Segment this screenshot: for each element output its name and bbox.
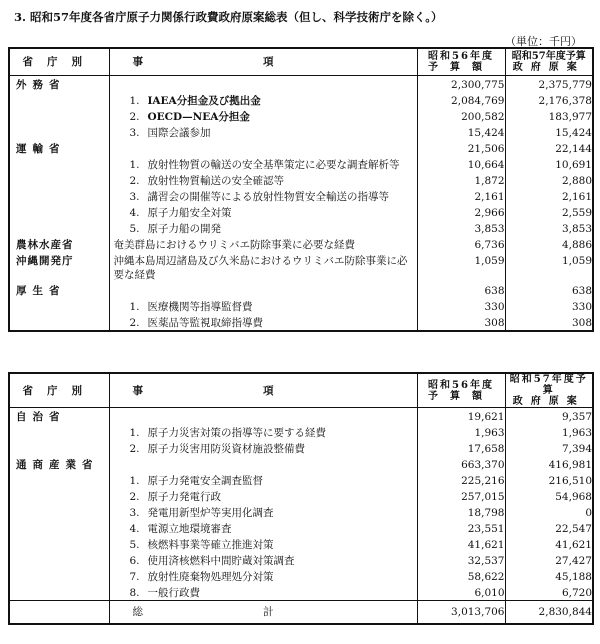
header-fy56-line2: 予算額 bbox=[428, 62, 494, 73]
fy56-amount: 41,621 bbox=[417, 536, 505, 552]
header-fy56-line1: 昭和56年度 bbox=[428, 51, 494, 62]
ministry-cell bbox=[9, 76, 109, 93]
item-number: 1. bbox=[129, 301, 140, 313]
item-number: 2. bbox=[129, 491, 140, 503]
ministry-row bbox=[9, 408, 593, 425]
fy57-amount: 2,559 bbox=[505, 204, 593, 220]
fy56-amount: 308 bbox=[417, 314, 505, 331]
fy57-amount: 1,059 bbox=[505, 252, 593, 282]
item-cell bbox=[109, 172, 417, 188]
ministry-cell bbox=[9, 520, 109, 536]
item-row bbox=[9, 584, 593, 601]
fy56-amount: 330 bbox=[417, 298, 505, 314]
item-row bbox=[9, 440, 593, 456]
item-number: 1. bbox=[129, 95, 140, 107]
document-title: 3. 昭和57年度各省庁原子力関係行政費政府原案総表（但し、科学技術庁を除く。） bbox=[14, 10, 443, 24]
item-text: 放射性廃棄物処理処分対策 bbox=[147, 571, 274, 583]
fy57-amount: 3,853 bbox=[505, 220, 593, 236]
item-text: 原子力船安全対策 bbox=[147, 207, 232, 219]
item-text: 原子力発電安全調査監督 bbox=[147, 475, 263, 487]
fy57-amount: 330 bbox=[505, 298, 593, 314]
item-text: 原子力災害対策の指導等に要する経費 bbox=[147, 427, 326, 439]
ministry-cell bbox=[9, 188, 109, 204]
fy56-amount: 19,621 bbox=[417, 408, 505, 425]
item-cell bbox=[109, 488, 417, 504]
item-text: 発電用新型炉等実用化調査 bbox=[147, 507, 274, 519]
fy56-amount: 2,161 bbox=[417, 188, 505, 204]
fy56-amount: 15,424 bbox=[417, 124, 505, 140]
fy56-amount: 200,582 bbox=[417, 108, 505, 124]
ministry-cell bbox=[9, 408, 109, 425]
item-row bbox=[9, 204, 593, 220]
fy56-amount: 638 bbox=[417, 282, 505, 298]
item-row bbox=[9, 298, 593, 314]
total-fy56: 3,013,706 bbox=[417, 601, 505, 625]
fy57-amount: 1,963 bbox=[505, 424, 593, 440]
fy56-amount: 17,658 bbox=[417, 440, 505, 456]
item-text: 医療機関等指導監督費 bbox=[147, 301, 253, 313]
item-row bbox=[9, 536, 593, 552]
ministry-name: 運輸省 bbox=[16, 143, 66, 155]
ministry-cell bbox=[9, 424, 109, 440]
fy57-amount: 41,621 bbox=[505, 536, 593, 552]
item-number: 7. bbox=[129, 571, 140, 583]
fy57-amount: 6,720 bbox=[505, 584, 593, 601]
item-row bbox=[9, 108, 593, 124]
header-fy57-line2: 政府原案 bbox=[512, 396, 585, 407]
header-fy56-line1: 昭和56年度 bbox=[428, 379, 494, 391]
item-cell bbox=[109, 472, 417, 488]
item-text: 使用済核燃料中間貯蔵対策調査 bbox=[147, 555, 295, 567]
fy57-amount: 45,188 bbox=[505, 568, 593, 584]
item-row bbox=[9, 124, 593, 140]
item-row bbox=[9, 314, 593, 331]
item-row bbox=[9, 552, 593, 568]
fy57-amount: 0 bbox=[505, 504, 593, 520]
total-row bbox=[9, 601, 593, 625]
item-text: IAEA分担金及び拠出金 bbox=[147, 95, 261, 107]
table-header-row bbox=[9, 373, 593, 408]
total-label: 総計 bbox=[109, 601, 417, 625]
item-number: 2. bbox=[129, 111, 140, 123]
item-number: 5. bbox=[129, 539, 140, 551]
item-cell bbox=[109, 314, 417, 331]
item-cell bbox=[109, 124, 417, 140]
ministry-cell bbox=[9, 440, 109, 456]
fy57-amount: 2,880 bbox=[505, 172, 593, 188]
item-text: 奄美群島におけるウリミバエ防除事業に必要な経費 bbox=[113, 239, 355, 251]
ministry-cell bbox=[9, 568, 109, 584]
header-ministry: 省庁別 bbox=[9, 48, 109, 76]
ministry-cell bbox=[9, 124, 109, 140]
ministry-cell bbox=[9, 488, 109, 504]
fy57-amount: 2,375,779 bbox=[505, 76, 593, 93]
item-cell bbox=[109, 552, 417, 568]
fy57-amount: 183,977 bbox=[505, 108, 593, 124]
item-number: 3. bbox=[129, 191, 140, 203]
fy56-amount: 10,664 bbox=[417, 156, 505, 172]
budget-table-part1 bbox=[8, 47, 594, 332]
item-cell bbox=[109, 156, 417, 172]
fy57-amount: 416,981 bbox=[505, 456, 593, 472]
ministry-cell bbox=[9, 552, 109, 568]
item-cell bbox=[109, 76, 417, 93]
item-cell bbox=[109, 108, 417, 124]
header-fy57-line1: 昭和57年度予算 bbox=[509, 374, 588, 396]
item-cell bbox=[109, 220, 417, 236]
header-item: 事項 bbox=[109, 48, 417, 76]
item-row bbox=[9, 472, 593, 488]
budget-table-part2 bbox=[8, 372, 594, 625]
item-cell bbox=[109, 282, 417, 298]
item-row bbox=[9, 504, 593, 520]
item-row bbox=[9, 568, 593, 584]
item-row bbox=[9, 188, 593, 204]
fy56-amount: 6,736 bbox=[417, 236, 505, 252]
fy56-amount: 1,059 bbox=[417, 252, 505, 282]
fy56-amount: 2,966 bbox=[417, 204, 505, 220]
item-number: 3. bbox=[129, 127, 140, 139]
item-cell bbox=[109, 236, 417, 252]
fy56-amount: 32,537 bbox=[417, 552, 505, 568]
item-text: 一般行政費 bbox=[147, 587, 200, 599]
item-number: 1. bbox=[129, 427, 140, 439]
fy57-amount: 638 bbox=[505, 282, 593, 298]
item-cell bbox=[109, 584, 417, 601]
item-cell bbox=[109, 520, 417, 536]
item-number: 8. bbox=[129, 587, 140, 599]
fy56-amount: 3,853 bbox=[417, 220, 505, 236]
item-cell bbox=[109, 536, 417, 552]
item-text: 医薬品等監視取締指導費 bbox=[147, 317, 263, 329]
ministry-cell bbox=[9, 282, 109, 298]
item-text: 放射性物質の輸送の安全基準策定に必要な調査解析等 bbox=[147, 159, 400, 171]
fy56-amount: 2,084,769 bbox=[417, 92, 505, 108]
header-fy56 bbox=[417, 48, 505, 76]
item-number: 4. bbox=[129, 523, 140, 535]
ministry-cell bbox=[9, 536, 109, 552]
item-row bbox=[9, 92, 593, 108]
item-row bbox=[9, 424, 593, 440]
item-text: 放射性物質輸送の安全確認等 bbox=[147, 175, 284, 187]
ministry-name: 通商産業省 bbox=[16, 459, 99, 471]
item-cell bbox=[109, 456, 417, 472]
ministry-cell bbox=[9, 156, 109, 172]
item-number: 3. bbox=[129, 507, 140, 519]
item-cell bbox=[109, 92, 417, 108]
fy57-amount: 10,691 bbox=[505, 156, 593, 172]
total-ministry-cell bbox=[9, 601, 109, 625]
fy57-amount: 22,144 bbox=[505, 140, 593, 156]
fy57-amount: 54,968 bbox=[505, 488, 593, 504]
ministry-row bbox=[9, 456, 593, 472]
unit-label: （単位：千円） bbox=[505, 35, 582, 48]
fy57-amount: 308 bbox=[505, 314, 593, 331]
fy56-amount: 21,506 bbox=[417, 140, 505, 156]
ministry-name: 外務省 bbox=[16, 79, 66, 91]
total-fy57: 2,830,844 bbox=[505, 601, 593, 625]
fy57-amount: 9,357 bbox=[505, 408, 593, 425]
item-text: 原子力発電行政 bbox=[147, 491, 221, 503]
item-row bbox=[9, 156, 593, 172]
ministry-cell bbox=[9, 298, 109, 314]
item-number: 4. bbox=[129, 207, 140, 219]
fy57-amount: 4,886 bbox=[505, 236, 593, 252]
fy57-amount: 2,176,378 bbox=[505, 92, 593, 108]
item-cell bbox=[109, 140, 417, 156]
ministry-name: 厚生省 bbox=[16, 285, 66, 297]
ministry-cell bbox=[9, 252, 109, 282]
item-text: 原子力災害用防災資材施設整備費 bbox=[147, 443, 305, 455]
ministry-cell bbox=[9, 236, 109, 252]
item-number: 5. bbox=[129, 223, 140, 235]
item-cell bbox=[109, 188, 417, 204]
fy56-amount: 18,798 bbox=[417, 504, 505, 520]
fy57-amount: 7,394 bbox=[505, 440, 593, 456]
item-row bbox=[9, 220, 593, 236]
ministry-cell bbox=[9, 584, 109, 601]
item-cell bbox=[109, 408, 417, 425]
item-number: 2. bbox=[129, 443, 140, 455]
header-fy57-line2: 政府原案 bbox=[512, 62, 585, 73]
item-cell bbox=[109, 440, 417, 456]
item-text: 国際会議参加 bbox=[147, 127, 211, 139]
item-cell bbox=[109, 424, 417, 440]
ministry-cell bbox=[9, 314, 109, 331]
header-item: 事項 bbox=[109, 373, 417, 408]
ministry-cell bbox=[9, 204, 109, 220]
fy56-amount: 23,551 bbox=[417, 520, 505, 536]
ministry-cell bbox=[9, 92, 109, 108]
header-fy56-line2: 予算額 bbox=[428, 390, 494, 402]
fy56-amount: 1,872 bbox=[417, 172, 505, 188]
fy56-amount: 663,370 bbox=[417, 456, 505, 472]
item-number: 6. bbox=[129, 555, 140, 567]
fy56-amount: 1,963 bbox=[417, 424, 505, 440]
item-number: 2. bbox=[129, 175, 140, 187]
header-ministry: 省庁別 bbox=[9, 373, 109, 408]
fy57-amount: 27,427 bbox=[505, 552, 593, 568]
ministry-row bbox=[9, 140, 593, 156]
fy56-amount: 58,622 bbox=[417, 568, 505, 584]
fy57-amount: 22,547 bbox=[505, 520, 593, 536]
item-row bbox=[9, 172, 593, 188]
ministry-cell bbox=[9, 220, 109, 236]
item-cell bbox=[109, 298, 417, 314]
ministry-row bbox=[9, 282, 593, 298]
item-text: 原子力船の開発 bbox=[147, 223, 221, 235]
item-cell bbox=[109, 204, 417, 220]
ministry-row bbox=[9, 76, 593, 93]
ministry-cell bbox=[9, 108, 109, 124]
item-row bbox=[9, 488, 593, 504]
ministry-cell bbox=[9, 504, 109, 520]
ministry-name: 自治省 bbox=[16, 411, 66, 423]
header-fy57 bbox=[505, 373, 593, 408]
item-cell bbox=[109, 568, 417, 584]
fy56-amount: 225,216 bbox=[417, 472, 505, 488]
item-number: 1. bbox=[129, 475, 140, 487]
item-text: 核燃料事業等確立推進対策 bbox=[147, 539, 274, 551]
item-number: 1. bbox=[129, 159, 140, 171]
item-number: 2. bbox=[129, 317, 140, 329]
ministry-row bbox=[9, 236, 593, 252]
ministry-cell bbox=[9, 172, 109, 188]
header-fy56 bbox=[417, 373, 505, 408]
ministry-row bbox=[9, 252, 593, 282]
item-text: 電源立地環境審査 bbox=[147, 523, 232, 535]
item-text: OECD—NEA分担金 bbox=[147, 111, 250, 123]
ministry-cell bbox=[9, 456, 109, 472]
ministry-name: 沖縄開発庁 bbox=[16, 255, 74, 267]
fy57-amount: 15,424 bbox=[505, 124, 593, 140]
fy57-amount: 216,510 bbox=[505, 472, 593, 488]
ministry-cell bbox=[9, 140, 109, 156]
item-row bbox=[9, 520, 593, 536]
item-cell bbox=[109, 252, 417, 282]
header-fy57 bbox=[505, 48, 593, 76]
item-text: 沖縄本島周辺諸島及び久米島におけるウリミバエ防除事業に必要な経費 bbox=[113, 255, 408, 281]
fy56-amount: 257,015 bbox=[417, 488, 505, 504]
fy56-amount: 2,300,775 bbox=[417, 76, 505, 93]
fy56-amount: 6,010 bbox=[417, 584, 505, 601]
ministry-cell bbox=[9, 472, 109, 488]
fy57-amount: 2,161 bbox=[505, 188, 593, 204]
item-cell bbox=[109, 504, 417, 520]
table-header-row bbox=[9, 48, 593, 76]
ministry-name: 農林水産省 bbox=[16, 239, 74, 251]
item-text: 講習会の開催等による放射性物質安全輸送の指導等 bbox=[147, 191, 389, 203]
header-fy57-line1: 昭和57年度予算 bbox=[511, 51, 586, 62]
